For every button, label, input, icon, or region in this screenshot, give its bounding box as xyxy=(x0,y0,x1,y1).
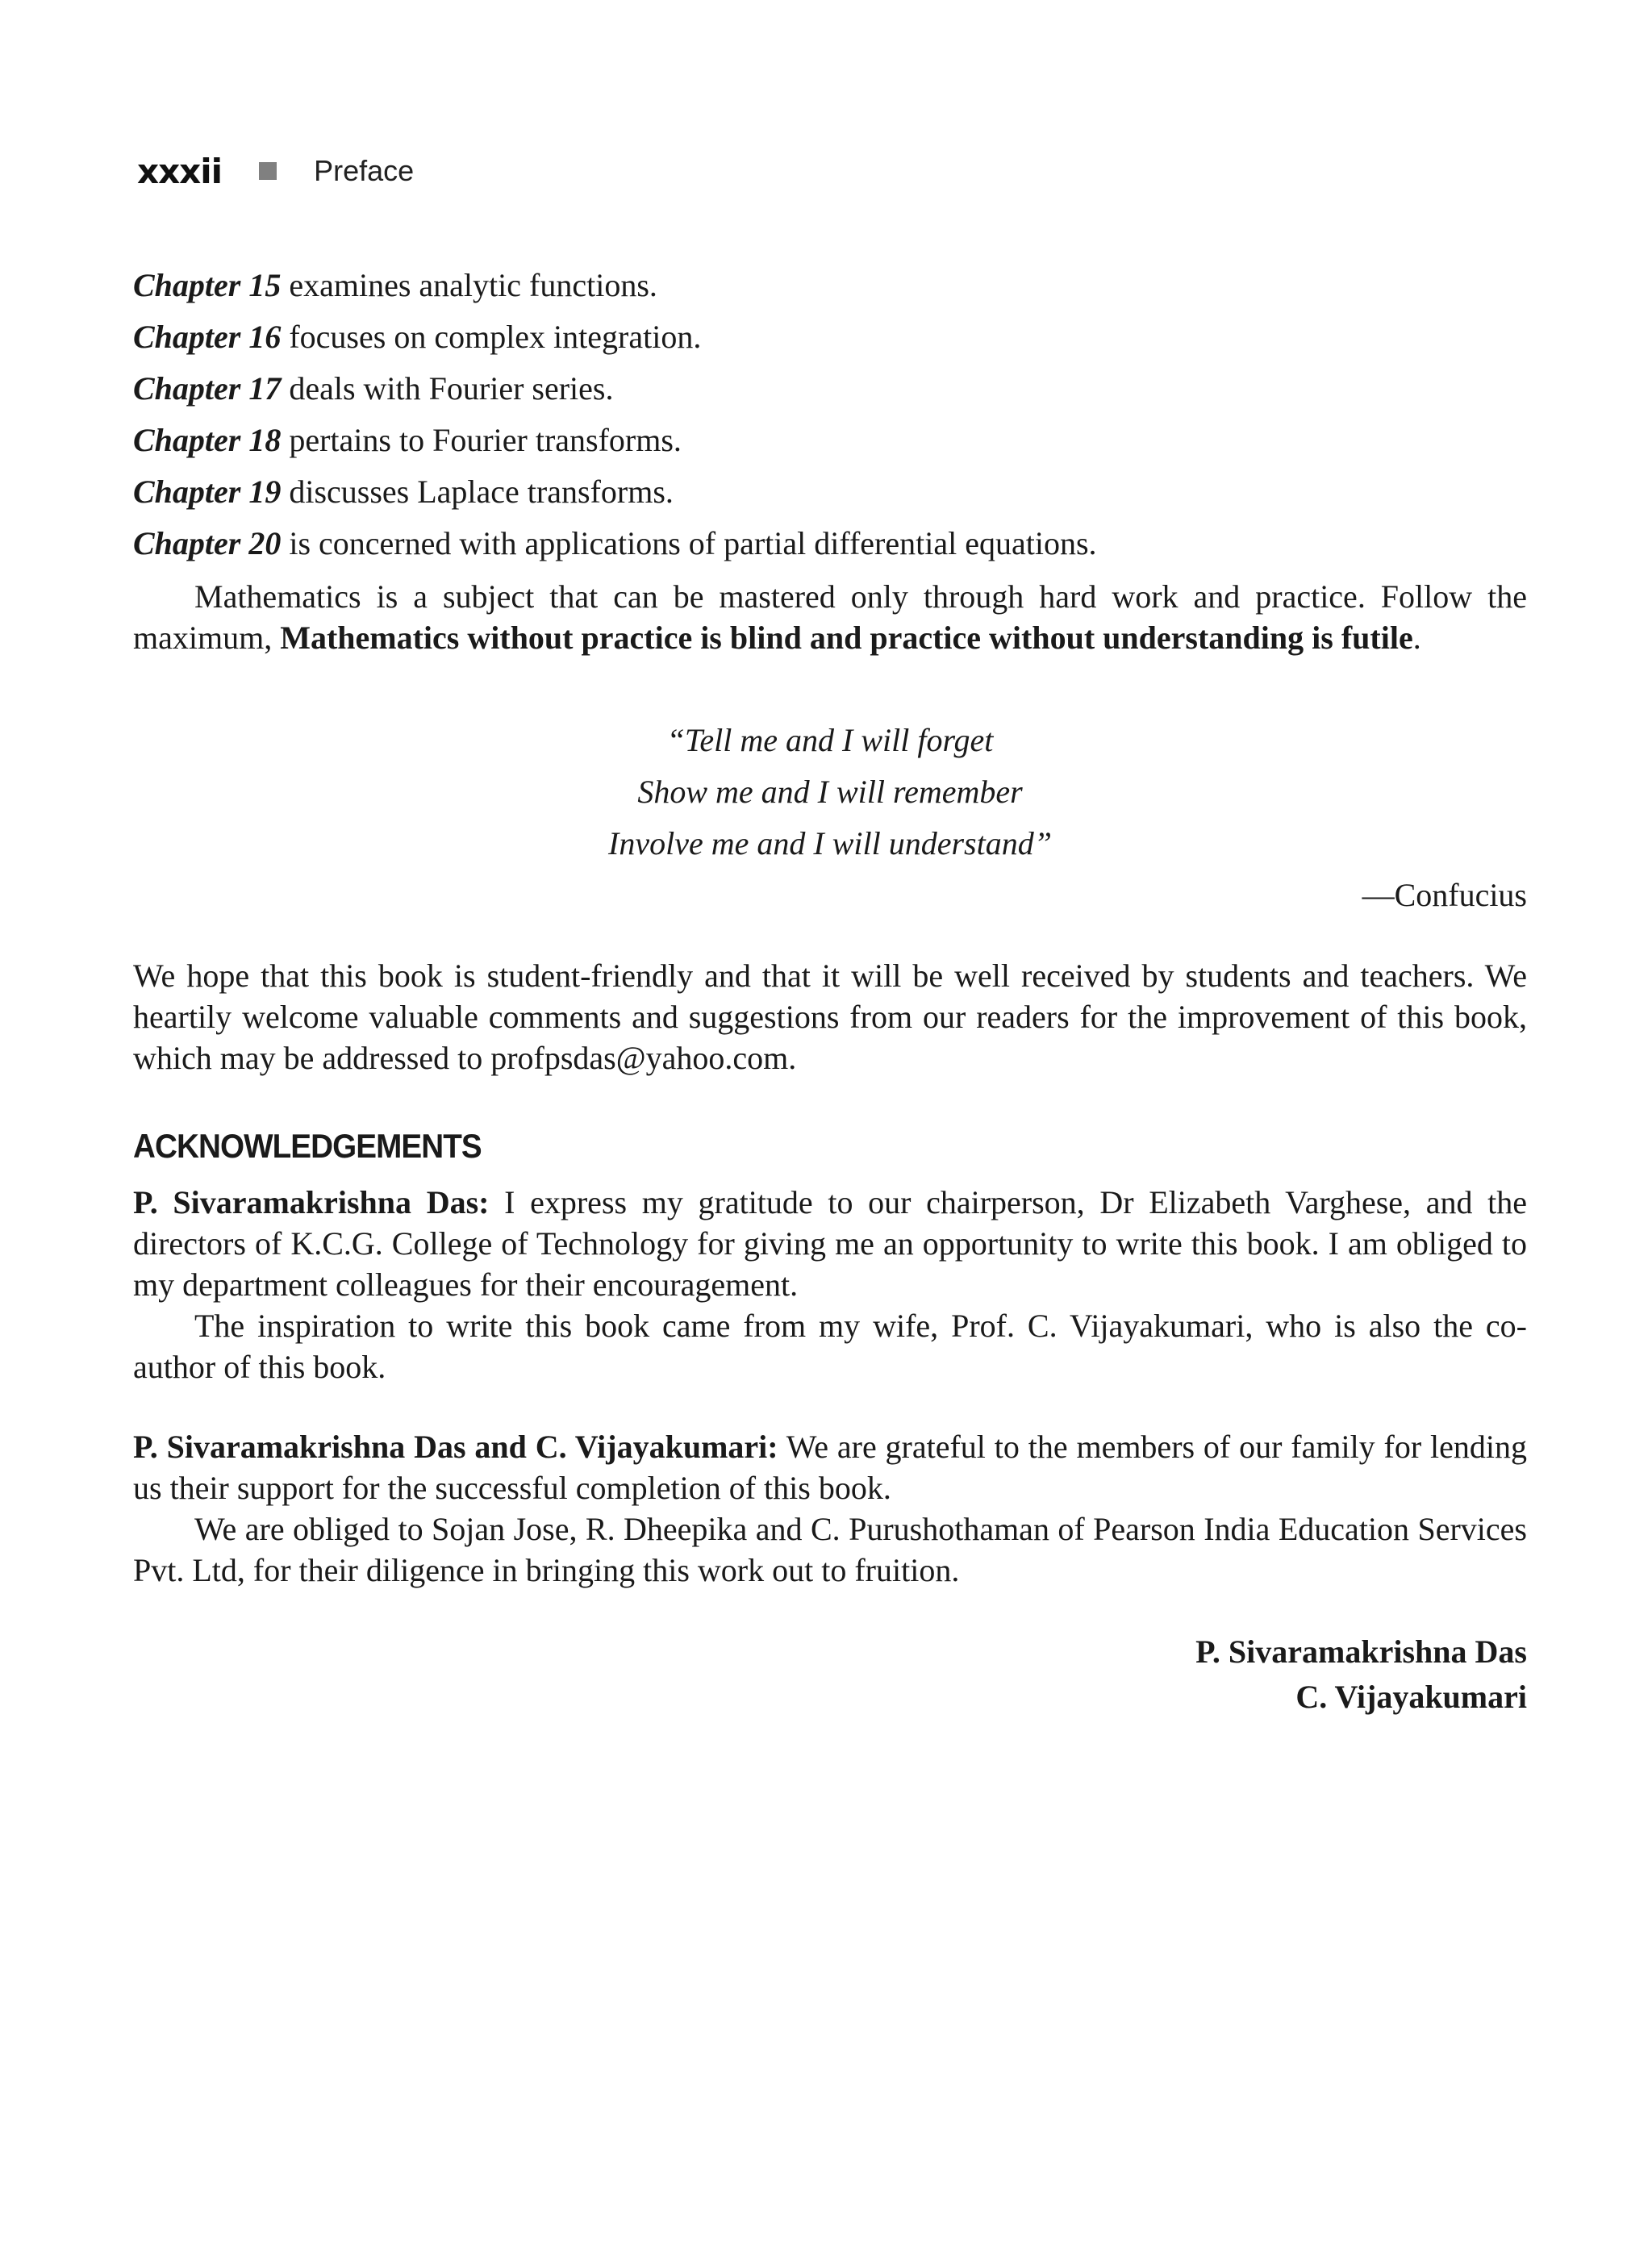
bold-maxim: Mathematics without practice is blind and practice without understanding is futile xyxy=(280,620,1413,656)
quote-author: —Confucius xyxy=(1362,877,1527,913)
ack-paragraph-2: The inspiration to write this book came from my wife, Prof. C. Vijayakumari, who is also the co-author of this book. xyxy=(133,1308,1527,1385)
acknowledgements-heading: ACKNOWLEDGEMENTS xyxy=(133,1127,482,1165)
quote-line: “Tell me and I will forget xyxy=(666,722,994,758)
chapter-item xyxy=(133,415,1527,466)
ack-text: I express my gratitude to our chairperson, Dr Elizabeth Varghese, and the directors of K.C.G. College of Technology for giving me an opportunity to write this book. I am obliged to my department colleagues for their encouragement. xyxy=(133,1184,1527,1303)
chapter-label: Chapter 19 xyxy=(133,474,282,510)
chapter-list xyxy=(133,260,1527,569)
signature-name: C. Vijayakumari xyxy=(1295,1679,1527,1715)
quotation xyxy=(133,715,1527,870)
chapter-item xyxy=(133,518,1527,569)
chapter-item xyxy=(133,260,1527,311)
ack-name: P. Sivaramakrishna Das and C. Vijayakumari: xyxy=(133,1429,778,1465)
chapter-item xyxy=(133,466,1527,518)
chapter-description: pertains to Fourier transforms. xyxy=(281,422,682,458)
chapter-description: examines analytic functions. xyxy=(281,267,657,303)
chapter-description: is concerned with applications of partial differential equations. xyxy=(281,525,1097,561)
chapter-label: Chapter 17 xyxy=(133,370,282,407)
page-number: xxxii xyxy=(137,151,223,191)
paragraph-end: . xyxy=(1412,620,1421,656)
chapter-label: Chapter 18 xyxy=(133,422,282,458)
header-square-icon xyxy=(259,162,277,180)
ack-paragraph-2: We are obliged to Sojan Jose, R. Dheepika and C. Purushothaman of Pearson India Education Services Pvt. Ltd, for their diligence in bringing this work out to fruition. xyxy=(133,1511,1527,1588)
signature-block xyxy=(133,1629,1527,1720)
acknowledgement-block-2 xyxy=(133,1426,1527,1591)
chapter-description: discusses Laplace transforms. xyxy=(281,474,674,510)
chapter-description: focuses on complex integration. xyxy=(281,319,702,355)
chapter-description: deals with Fourier series. xyxy=(281,370,614,407)
signature-name: P. Sivaramakrishna Das xyxy=(1195,1633,1527,1670)
quote-line: Show me and I will remember xyxy=(637,774,1023,810)
quote-line: Involve me and I will understand” xyxy=(608,825,1052,861)
chapter-label: Chapter 15 xyxy=(133,267,282,303)
chapter-label: Chapter 16 xyxy=(133,319,282,355)
chapter-item xyxy=(133,311,1527,363)
section-title: Preface xyxy=(314,154,415,187)
ack-paragraph xyxy=(133,1426,1527,1508)
paragraph-text: Mathematics is a subject that can be mastered only through hard work and practice. Follow the maximum, xyxy=(133,578,1527,656)
mathematics-paragraph xyxy=(133,576,1527,658)
page-body xyxy=(133,260,1527,1720)
chapter-item xyxy=(133,363,1527,415)
ack-paragraph xyxy=(133,1182,1527,1305)
ack-name: P. Sivaramakrishna Das: xyxy=(133,1184,490,1220)
acknowledgement-block-1 xyxy=(133,1182,1527,1387)
hope-paragraph: We hope that this book is student-friendly and that it will be well received by students and teachers. We heartily welcome valuable comments and suggestions from our readers for the improvement of this book, which may be addressed to profpsdas@yahoo.com. xyxy=(133,957,1527,1076)
chapter-label: Chapter 20 xyxy=(133,525,282,561)
ack-text: We are grateful to the members of our family for lending us their support for the successful completion of this book. xyxy=(133,1429,1528,1506)
page-header xyxy=(137,147,414,195)
